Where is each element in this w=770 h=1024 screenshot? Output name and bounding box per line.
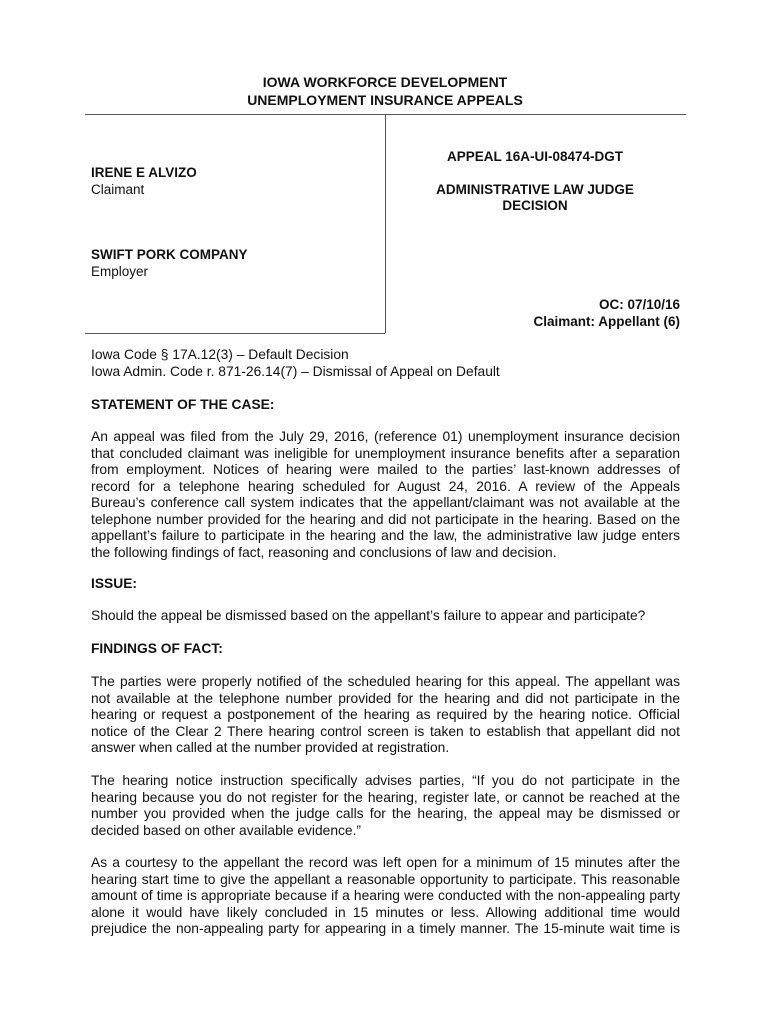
text-line: that concluded claimant was ineligible for unemployment insurance benefits after a separation (91, 445, 680, 461)
text-line: from employment. Notices of hearing were mailed to the parties’ last-known addresses of (91, 462, 680, 477)
text-line: amount of time is appropriate because if a hearing were conducted with the non-appealing party (91, 888, 680, 903)
decision-title-line1: ADMINISTRATIVE LAW JUDGE (436, 182, 634, 197)
findings-paragraph-1 (91, 674, 680, 757)
text-line: the following findings of fact, reasoning and conclusions of law and decision. (91, 544, 557, 560)
statement-heading: STATEMENT OF THE CASE: (91, 397, 275, 412)
claimant-name: IRENE E ALVIZO (91, 165, 197, 180)
oc-date: OC: 07/10/16 (598, 297, 680, 312)
text-line: not available at the telephone number provided for the hearing and did not participate in the (91, 690, 680, 706)
text-line: alone it would have likely concluded in 15 minutes or less. Allowing additional time would (91, 904, 680, 920)
text-line: answer when called at the number provided at registration. (91, 740, 450, 755)
statement-paragraph (91, 429, 680, 561)
text-line: An appeal was filed from the July 29, 2016, (reference 01) unemployment insurance decision (91, 429, 680, 444)
findings-paragraph-3 (91, 855, 680, 938)
employer-role: Employer (91, 264, 149, 279)
claimant-role: Claimant (91, 182, 145, 197)
text-line: decided based on other available evidence.” (91, 822, 361, 838)
text-line: notice of the Clear 2 There hearing control screen is taken to establish that appellant did not (91, 723, 680, 739)
text-line: As a courtesy to the appellant the record was left open for a minimum of 15 minutes after the (91, 855, 680, 870)
agency-heading: IOWA WORKFORCE DEVELOPMENT (262, 74, 508, 90)
text-line: hearing because you do not register for the hearing, register late, or cannot be reached at the (91, 789, 680, 805)
caption-bottom-rule (85, 333, 385, 334)
text-line: appellant’s failure to participate in the hearing and the law, the administrative law judge enters (91, 528, 680, 543)
text-line: hearing or request a postponement of the hearing as required by the hearing notice. Official (91, 707, 680, 722)
findings-heading: FINDINGS OF FACT: (91, 641, 223, 656)
text-line: number you provided when the judge calls for the hearing, the appeal may be dismissed or (91, 806, 680, 821)
text-line: hearing start time to give the appellant a reasonable opportunity to participate. This reasonable (91, 871, 680, 887)
issue-text: Should the appeal be dismissed based on the appellant’s failure to appear and participate? (91, 608, 646, 623)
text-line: The parties were properly notified of the scheduled hearing for this appeal. The appellant was (91, 674, 680, 689)
citation-admin-code: Iowa Admin. Code r. 871-26.14(7) – Dismissal of Appeal on Default (91, 364, 500, 379)
text-line: telephone number provided for the hearing and did not participate in the hearing. Based on the (91, 511, 680, 527)
division-heading: UNEMPLOYMENT INSURANCE APPEALS (247, 92, 523, 108)
employer-name: SWIFT PORK COMPANY (91, 247, 248, 262)
text-line: record for a telephone hearing scheduled for August 24, 2016. A review of the Appeals (91, 478, 680, 494)
text-line: The hearing notice instruction specifically advises parties, “If you do not participate in the (91, 773, 680, 788)
issue-heading: ISSUE: (91, 576, 137, 591)
decision-title-line2: DECISION (502, 198, 568, 213)
claimant-status: Claimant: Appellant (6) (533, 314, 680, 329)
text-line: Bureau’s conference call system indicates that the appellant/claimant was not available at the (91, 495, 680, 510)
appeal-number: APPEAL 16A-UI-08474-DGT (446, 149, 624, 164)
text-line: prejudice the non-appealing party for appearing in a timely manner. The 15-minute wait time is (91, 921, 680, 936)
citation-code: Iowa Code § 17A.12(3) – Default Decision (91, 347, 349, 362)
findings-paragraph-2 (91, 773, 680, 839)
